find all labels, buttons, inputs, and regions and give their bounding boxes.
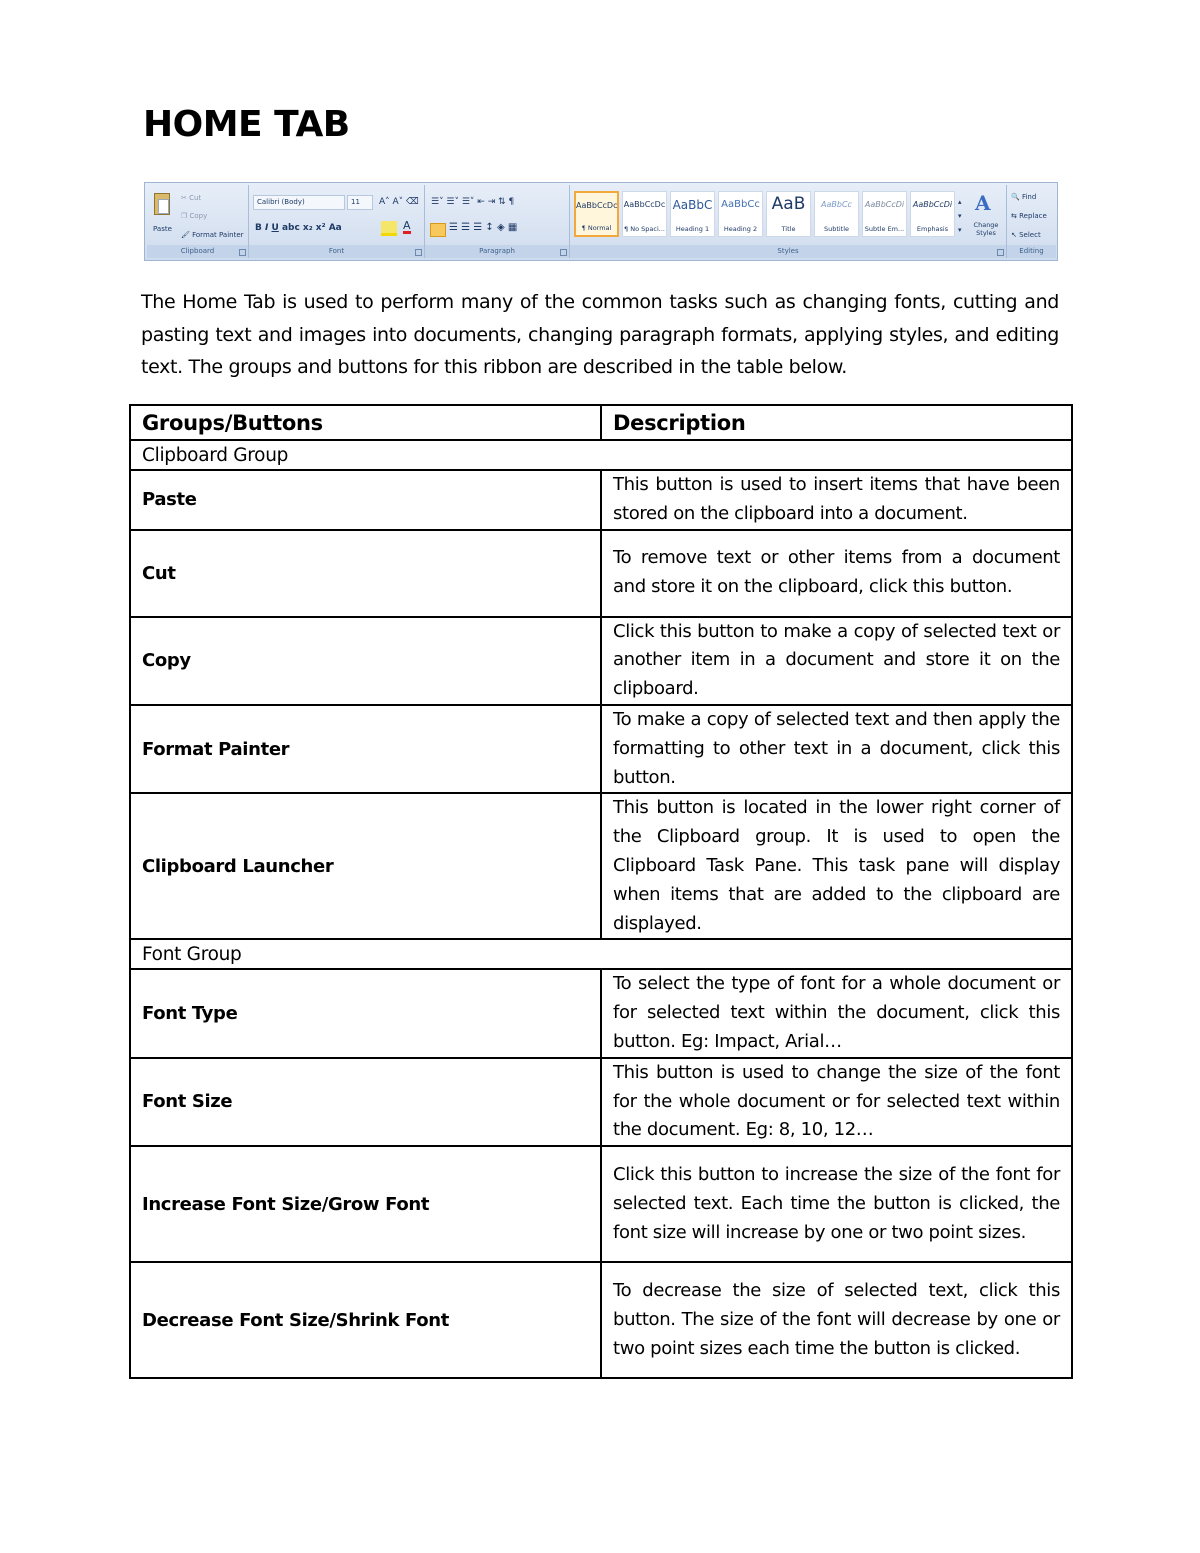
style-sample: AaBbCc (821, 200, 852, 209)
style-sample: AaBbCcDc (623, 200, 666, 209)
style-name: ¶ No Spaci... (624, 225, 665, 233)
button-name: Decrease Font Size/Shrink Font (130, 1262, 601, 1378)
change-styles-icon: A (975, 191, 991, 215)
font-name-value: Calibri (Body) (257, 198, 305, 206)
ribbon-font-label: Font (249, 245, 424, 258)
style-sample: AaBbCcDi (912, 200, 953, 209)
style-no-spacing (622, 191, 667, 237)
style-sample: AaBbCc (721, 199, 760, 210)
style-sample: AaBbC (672, 198, 713, 212)
group-name: Font Group (130, 939, 1072, 969)
ribbon-styles-label: Styles (570, 245, 1006, 258)
font-size-box (347, 195, 373, 210)
ribbon-font-group (249, 185, 425, 258)
table-row (130, 617, 1072, 705)
button-name: Increase Font Size/Grow Font (130, 1146, 601, 1262)
change-styles-button (967, 185, 1005, 245)
button-description: Click this button to make a copy of selected text or another item in a document and store it on the clipboard. (601, 617, 1072, 705)
ribbon-image (144, 182, 1058, 261)
style-name: Emphasis (916, 225, 949, 233)
group-row (130, 440, 1072, 470)
ribbon-styles-group (570, 185, 1007, 258)
page-title: HOME TAB (143, 104, 350, 145)
ribbon-paste-label: Paste (153, 225, 172, 233)
button-name: Copy (130, 617, 601, 705)
table-row (130, 530, 1072, 617)
ribbon-clipboard-label: Clipboard (147, 245, 248, 258)
font-name-box (253, 195, 345, 210)
paragraph-launcher-icon (560, 249, 567, 256)
table-row (130, 793, 1072, 939)
table-row (130, 1058, 1072, 1146)
font-size-value: 11 (351, 198, 360, 206)
ribbon-paragraph-label: Paragraph (425, 245, 569, 258)
button-name: Font Size (130, 1058, 601, 1146)
font-launcher-icon (415, 249, 422, 256)
change-styles-label: Change Styles (973, 221, 999, 237)
highlight-icon (381, 221, 397, 236)
ribbon-format-painter-label: 🖌 Format Painter (181, 231, 244, 239)
paste-icon (154, 193, 170, 215)
style-subtle-emphasis (862, 191, 907, 237)
button-description: To select the type of font for a whole document or for selected text within the document, click this button. Eg: Impact, Arial… (601, 969, 1072, 1057)
button-name: Format Painter (130, 705, 601, 793)
button-name: Cut (130, 530, 601, 617)
style-name: Subtle Em... (864, 225, 905, 233)
ribbon-editing-group (1007, 185, 1056, 258)
align-left-icon (430, 223, 446, 237)
table-header-row (130, 405, 1072, 440)
ribbon-select-label: ↖ Select (1011, 231, 1041, 239)
table-row (130, 705, 1072, 793)
button-description: This button is used to insert items that have been stored on the clipboard into a document. (601, 470, 1072, 530)
button-name: Font Type (130, 969, 601, 1057)
ribbon-paragraph-group (425, 185, 570, 258)
table-row (130, 470, 1072, 530)
button-name: Paste (130, 470, 601, 530)
style-title (766, 191, 811, 237)
group-name: Clipboard Group (130, 440, 1072, 470)
group-row (130, 939, 1072, 969)
align-icons: ☰ ☰ ☰ ↕ ◈ ▦ (449, 222, 518, 233)
list-icons: ☰˅ ☰˅ ☰˅ ⇤ ⇥ ⇅ ¶ (431, 197, 515, 207)
ribbon-copy-label: ❐ Copy (181, 212, 208, 220)
clipboard-launcher-icon (239, 249, 246, 256)
style-name: Heading 2 (723, 225, 758, 233)
font-color-icon: A (403, 219, 411, 232)
style-emphasis (910, 191, 955, 237)
button-description: This button is located in the lower right corner of the Clipboard group. It is used to open the Clipboard Task Pane. This task pane will display when items that are added to the clipboard are displayed. (601, 793, 1072, 939)
styles-scroll-icon: ▴ ▾ ▾ (958, 198, 962, 234)
style-name: ¶ Normal (581, 224, 612, 232)
style-sample: AaBbCcDc (576, 201, 618, 210)
header-groups-buttons: Groups/Buttons (130, 405, 601, 440)
style-normal (574, 191, 619, 237)
style-heading-1 (670, 191, 715, 237)
styles-launcher-icon (997, 249, 1004, 256)
groups-buttons-table (129, 404, 1073, 1379)
table-row (130, 969, 1072, 1057)
ribbon-cut-label: ✂ Cut (181, 194, 202, 202)
intro-paragraph: The Home Tab is used to perform many of the common tasks such as changing fonts, cutting and pasting text and images into documents, changing paragraph formats, applying styles, and editing text. The groups and buttons for this ribbon are described in the table below. (141, 291, 1059, 378)
style-sample: AaBbCcDi (864, 200, 905, 209)
style-name: Subtitle (823, 225, 850, 233)
grow-shrink-font-icon: A˄ A˅ ⌫ (379, 197, 419, 207)
style-name: Title (781, 225, 796, 233)
table-row (130, 1262, 1072, 1378)
button-description: To make a copy of selected text and then apply the formatting to other text in a document, click this button. (601, 705, 1072, 793)
style-sample: AaB (771, 194, 806, 214)
style-name: Heading 1 (675, 225, 710, 233)
style-heading-2 (718, 191, 763, 237)
button-description: This button is used to change the size of the font for the whole document or for selected text within the document. Eg: 8, 10, 12… (601, 1058, 1072, 1146)
ribbon-clipboard-group (147, 185, 249, 258)
table-row (130, 1146, 1072, 1262)
button-description: Click this button to increase the size of the font for selected text. Each time the button is clicked, the font size will increase by one or two point sizes. (601, 1146, 1072, 1262)
ribbon-find-label: 🔍 Find (1011, 193, 1037, 201)
button-description: To decrease the size of selected text, click this button. The size of the font will decrease by one or two point sizes each time the button is clicked. (601, 1262, 1072, 1378)
font-format-icons: B I U abc x₂ x² Aa (255, 223, 342, 233)
button-description: To remove text or other items from a document and store it on the clipboard, click this button. (601, 530, 1072, 617)
ribbon-replace-label: ⇆ Replace (1011, 212, 1047, 220)
ribbon-editing-label: Editing (1007, 245, 1056, 258)
button-name: Clipboard Launcher (130, 793, 601, 939)
header-description: Description (601, 405, 1072, 440)
style-subtitle (814, 191, 859, 237)
